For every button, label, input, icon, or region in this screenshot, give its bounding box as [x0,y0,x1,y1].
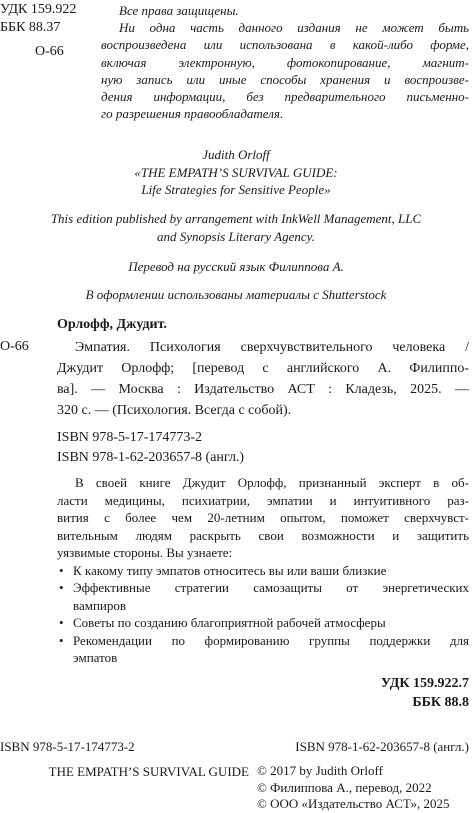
catalog-line: Эмпатия. Психология сверхчувствительного человека / [75,340,469,355]
copyright-original-title: THE EMPATH’S SURVIVAL GUIDE [48,764,249,779]
rights-notice [101,2,469,122]
bbk-code: ББК 88.37 [0,20,61,35]
original-title-block [0,146,472,199]
rights-line: ную запись или иные способы хранения и воспроизве- [101,71,469,87]
original-title: «THE EMPATH’S SURVIVAL GUIDE: [134,164,338,180]
annotation [57,474,469,667]
final-bbk: ББК 88.8 [412,695,469,710]
bottom-isbn-right: ISBN 978-1-62-203657-8 (англ.) [295,739,469,754]
original-subtitle: Life Strategies for Sensitive People» [141,182,331,197]
copyright-lines [257,763,471,813]
copyright-line: © Филиппова А., перевод, 2022 [257,779,432,795]
annotation-line: В своей книге Джудит Орлофф, признанный эксперт в об- [75,475,469,490]
copyright-line: © ООО «Издательство АСТ», 2025 [257,796,450,811]
rights-line: го разрешения правообладателя. [101,106,284,122]
annotation-bullets [57,562,469,667]
catalog-sign: О-66 [0,339,29,354]
bullet-item: • Рекомендации по формированию группы поддержки для эмпатов [57,632,469,667]
catalog-author-heading: Орлофф, Джудит. [57,317,167,332]
bottom-isbn-left: ISBN 978-5-17-174773-2 [0,739,135,754]
arrangement-line: This edition published by arrangement with InkWell Management, LLC [50,211,422,226]
copyright-line: © 2017 by Judith Orloff [257,763,383,778]
final-codes [200,674,469,712]
original-author: Judith Orloff [202,147,270,162]
catalog-line: Джудит Орлофф; [перевод с английского А. Филиппо- [57,361,469,376]
arrangement-note [0,210,472,245]
rights-line: включая электронную, фотокопирование, магнит- [101,54,469,70]
rights-line: Ни одна часть данного издания не может быть [119,20,469,36]
final-udk: УДК 159.922.7 [380,676,469,691]
isbn-line: ISBN 978-5-17-174773-2 [57,430,203,445]
bullet-item: • Эффективные стратегии самозащиты от энергетических вампиров [57,579,469,614]
bullet-item: • Советы по созданию благоприятной рабочей атмосферы [57,614,469,632]
catalog-line: ва]. — Москва : Издательство АСТ : Кладезь, 2025. — [57,382,469,397]
bullet-item: • К какому типу эмпатов относитесь вы или ваши близкие [57,562,469,580]
udk-code: УДК 159.922 [0,2,77,17]
rights-line: воспроизведена или использована в какой-либо форме, [101,37,469,53]
arrangement-line: and Synopsis Literary Agency. [157,228,315,244]
catalog-isbn [57,428,244,468]
author-sign: О-66 [35,44,64,59]
annotation-line: уязвимые стороны. Вы узнаете: [57,545,233,560]
annotation-line: вития с более чем 20-летним опытом, поможет сверхчувст- [57,510,469,525]
design-note: В оформлении использованы материалы с Shutterstock [85,287,387,302]
annotation-line: ласти медицины, психиатрии, эмпатии и интуитивного раз- [57,492,469,508]
annotation-line: вительным людям раскрыть свои возможности и защитить [57,527,469,543]
classification-codes [0,1,95,61]
catalog-line: 320 с. — (Психология. Всегда с собой). [57,403,292,418]
rights-line: дения информации, без предварительного письменно- [101,89,469,105]
isbn-line: ISBN 978-1-62-203657-8 (англ.) [57,450,245,465]
translation-note: Перевод на русский язык Филиппова А. [128,259,344,274]
rights-line: Все права защищены. [119,3,239,18]
catalog-description [57,337,469,421]
